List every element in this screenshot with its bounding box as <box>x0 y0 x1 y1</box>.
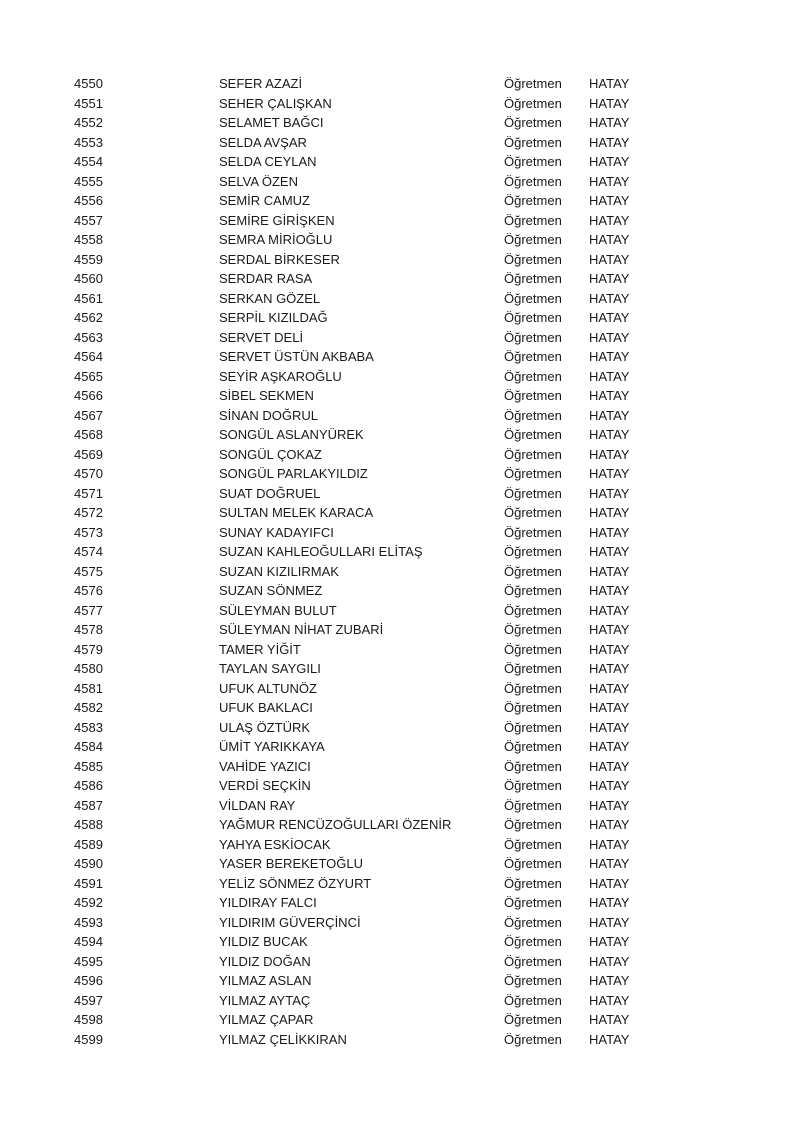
city-name: HATAY <box>589 778 630 793</box>
record-row <box>0 367 800 387</box>
record-number: 4551 <box>74 95 103 111</box>
record-row <box>0 913 800 933</box>
person-name: SEYİR AŞKAROĞLU <box>219 368 342 384</box>
role-title: Öğretmen <box>504 719 562 735</box>
city-name: HATAY <box>589 1031 630 1047</box>
role-title: Öğretmen <box>504 466 562 481</box>
role-title: Öğretmen <box>504 700 562 715</box>
city-name: HATAY <box>589 193 630 208</box>
record-row <box>0 601 800 621</box>
record-number: 4583 <box>74 719 103 735</box>
role-title: Öğretmen <box>504 836 562 852</box>
city-name: HATAY <box>589 115 630 130</box>
role-title: Öğretmen <box>504 368 562 384</box>
city-name: HATAY <box>589 154 630 169</box>
city-name: HATAY <box>589 544 630 559</box>
person-name: VERDİ SEÇKİN <box>219 778 311 793</box>
role-title: Öğretmen <box>504 388 562 403</box>
city-name: HATAY <box>589 719 630 735</box>
person-name: SERVET DELİ <box>219 329 304 345</box>
person-name: YILDIZ BUCAK <box>219 934 308 949</box>
city-name: HATAY <box>589 836 630 852</box>
person-name: SUAT DOĞRUEL <box>219 485 321 501</box>
role-title: Öğretmen <box>504 134 562 150</box>
role-title: Öğretmen <box>504 602 562 618</box>
role-title: Öğretmen <box>504 778 562 793</box>
city-name: HATAY <box>589 641 630 657</box>
city-name: HATAY <box>589 992 630 1008</box>
role-title: Öğretmen <box>504 758 562 774</box>
person-name: SİBEL SEKMEN <box>219 388 314 403</box>
role-title: Öğretmen <box>504 934 562 949</box>
record-row <box>0 932 800 952</box>
city-name: HATAY <box>589 466 630 481</box>
record-number: 4562 <box>74 310 103 325</box>
record-number: 4588 <box>74 817 103 832</box>
city-name: HATAY <box>589 407 630 423</box>
record-row <box>0 74 800 94</box>
city-name: HATAY <box>589 895 630 910</box>
record-row <box>0 659 800 679</box>
record-row <box>0 523 800 543</box>
person-name: VAHİDE YAZICI <box>219 758 311 774</box>
person-name: SELDA AVŞAR <box>219 134 307 150</box>
city-name: HATAY <box>589 329 630 345</box>
person-name: SEFER AZAZİ <box>219 76 303 91</box>
city-name: HATAY <box>589 934 630 949</box>
role-title: Öğretmen <box>504 407 562 423</box>
person-name: SELDA CEYLAN <box>219 154 317 169</box>
record-row <box>0 152 800 172</box>
role-title: Öğretmen <box>504 914 562 930</box>
role-title: Öğretmen <box>504 856 562 871</box>
person-name: SUZAN KAHLEOĞULLARI ELİTAŞ <box>219 544 423 559</box>
city-name: HATAY <box>589 1012 630 1027</box>
person-name: YILMAZ AYTAÇ <box>219 992 311 1008</box>
record-row <box>0 425 800 445</box>
person-name: YILMAZ ÇAPAR <box>219 1012 314 1027</box>
role-title: Öğretmen <box>504 95 562 111</box>
record-number: 4557 <box>74 212 103 228</box>
record-row <box>0 815 800 835</box>
role-title: Öğretmen <box>504 193 562 208</box>
record-row <box>0 991 800 1011</box>
record-number: 4559 <box>74 251 103 267</box>
record-number: 4593 <box>74 914 103 930</box>
city-name: HATAY <box>589 271 630 286</box>
person-name: SUZAN SÖNMEZ <box>219 583 323 598</box>
person-name: SONGÜL ÇOKAZ <box>219 446 322 462</box>
person-name: YILMAZ ASLAN <box>219 973 312 988</box>
record-row <box>0 718 800 738</box>
record-row <box>0 503 800 523</box>
person-name: SONGÜL ASLANYÜREK <box>219 427 364 442</box>
city-name: HATAY <box>589 563 630 579</box>
record-row <box>0 581 800 601</box>
city-name: HATAY <box>589 583 630 598</box>
city-name: HATAY <box>589 76 630 91</box>
record-number: 4580 <box>74 661 103 676</box>
record-number: 4578 <box>74 622 103 637</box>
record-number: 4591 <box>74 875 103 891</box>
role-title: Öğretmen <box>504 583 562 598</box>
city-name: HATAY <box>589 95 630 111</box>
city-name: HATAY <box>589 680 630 696</box>
person-name: SERDAR RASA <box>219 271 313 286</box>
role-title: Öğretmen <box>504 797 562 813</box>
city-name: HATAY <box>589 622 630 637</box>
record-number: 4594 <box>74 934 103 949</box>
city-name: HATAY <box>589 290 630 306</box>
record-row <box>0 874 800 894</box>
role-title: Öğretmen <box>504 524 562 540</box>
city-name: HATAY <box>589 602 630 618</box>
record-row <box>0 269 800 289</box>
city-name: HATAY <box>589 173 630 189</box>
person-name: SUNAY KADAYIFCI <box>219 524 334 540</box>
record-row <box>0 250 800 270</box>
record-row <box>0 445 800 465</box>
city-name: HATAY <box>589 856 630 871</box>
role-title: Öğretmen <box>504 680 562 696</box>
record-number: 4590 <box>74 856 103 871</box>
city-name: HATAY <box>589 953 630 969</box>
city-name: HATAY <box>589 310 630 325</box>
record-row <box>0 289 800 309</box>
role-title: Öğretmen <box>504 661 562 676</box>
record-row <box>0 971 800 991</box>
person-name: YAĞMUR RENCÜZOĞULLARI ÖZENİR <box>219 817 452 832</box>
role-title: Öğretmen <box>504 953 562 969</box>
record-row <box>0 737 800 757</box>
record-row <box>0 230 800 250</box>
record-number: 4599 <box>74 1031 103 1047</box>
role-title: Öğretmen <box>504 251 562 267</box>
record-row <box>0 620 800 640</box>
person-name: SEMİRE GİRİŞKEN <box>219 212 335 228</box>
role-title: Öğretmen <box>504 446 562 462</box>
person-name: TAYLAN SAYGILI <box>219 661 321 676</box>
person-name: SÜLEYMAN NİHAT ZUBARİ <box>219 622 384 637</box>
person-name: YAHYA ESKİOCAK <box>219 836 331 852</box>
record-number: 4589 <box>74 836 103 852</box>
record-row <box>0 406 800 426</box>
record-row <box>0 484 800 504</box>
city-name: HATAY <box>589 427 630 442</box>
person-name: SÜLEYMAN BULUT <box>219 602 337 618</box>
role-title: Öğretmen <box>504 427 562 442</box>
record-number: 4567 <box>74 407 103 423</box>
city-name: HATAY <box>589 817 630 832</box>
role-title: Öğretmen <box>504 1031 562 1047</box>
role-title: Öğretmen <box>504 115 562 130</box>
role-title: Öğretmen <box>504 1012 562 1027</box>
person-name: SULTAN MELEK KARACA <box>219 505 374 520</box>
record-number: 4586 <box>74 778 103 793</box>
role-title: Öğretmen <box>504 875 562 891</box>
person-name: UFUK ALTUNÖZ <box>219 680 317 696</box>
record-number: 4569 <box>74 446 103 462</box>
record-number: 4579 <box>74 641 103 657</box>
role-title: Öğretmen <box>504 641 562 657</box>
record-number: 4552 <box>74 115 103 130</box>
record-row <box>0 679 800 699</box>
role-title: Öğretmen <box>504 973 562 988</box>
city-name: HATAY <box>589 349 630 364</box>
record-number: 4587 <box>74 797 103 813</box>
person-name: VİLDAN RAY <box>219 797 296 813</box>
record-row <box>0 347 800 367</box>
record-number: 4585 <box>74 758 103 774</box>
record-row <box>0 1010 800 1030</box>
city-name: HATAY <box>589 505 630 520</box>
role-title: Öğretmen <box>504 329 562 345</box>
person-name: SELVA ÖZEN <box>219 173 298 189</box>
role-title: Öğretmen <box>504 310 562 325</box>
city-name: HATAY <box>589 661 630 676</box>
city-name: HATAY <box>589 212 630 228</box>
person-name: YASER BEREKETOĞLU <box>219 856 364 871</box>
record-row <box>0 328 800 348</box>
person-name: ULAŞ ÖZTÜRK <box>219 719 311 735</box>
record-number: 4575 <box>74 563 103 579</box>
person-name: SEHER ÇALIŞKAN <box>219 95 332 111</box>
record-number: 4597 <box>74 992 103 1008</box>
role-title: Öğretmen <box>504 76 562 91</box>
record-number: 4564 <box>74 349 103 364</box>
role-title: Öğretmen <box>504 290 562 306</box>
record-number: 4577 <box>74 602 103 618</box>
record-number: 4568 <box>74 427 103 442</box>
record-number: 4563 <box>74 329 103 345</box>
person-name: UFUK BAKLACI <box>219 700 313 715</box>
city-name: HATAY <box>589 914 630 930</box>
person-name: SERKAN GÖZEL <box>219 290 321 306</box>
record-number: 4574 <box>74 544 103 559</box>
city-name: HATAY <box>589 739 630 754</box>
record-row <box>0 133 800 153</box>
record-number: 4576 <box>74 583 103 598</box>
role-title: Öğretmen <box>504 544 562 559</box>
record-number: 4554 <box>74 154 103 169</box>
city-name: HATAY <box>589 973 630 988</box>
record-number: 4553 <box>74 134 103 150</box>
record-row <box>0 113 800 133</box>
city-name: HATAY <box>589 388 630 403</box>
record-number: 4584 <box>74 739 103 754</box>
role-title: Öğretmen <box>504 563 562 579</box>
city-name: HATAY <box>589 758 630 774</box>
role-title: Öğretmen <box>504 232 562 247</box>
person-name: SERPİL KIZILDAĞ <box>219 310 328 325</box>
record-number: 4566 <box>74 388 103 403</box>
role-title: Öğretmen <box>504 154 562 169</box>
record-row <box>0 640 800 660</box>
record-number: 4561 <box>74 290 103 306</box>
record-row <box>0 796 800 816</box>
record-number: 4570 <box>74 466 103 481</box>
person-name: SEMRA MİRİOĞLU <box>219 232 333 247</box>
record-row <box>0 464 800 484</box>
record-row <box>0 562 800 582</box>
city-name: HATAY <box>589 875 630 891</box>
role-title: Öğretmen <box>504 817 562 832</box>
role-title: Öğretmen <box>504 895 562 910</box>
record-row <box>0 172 800 192</box>
record-number: 4573 <box>74 524 103 540</box>
city-name: HATAY <box>589 446 630 462</box>
record-number: 4550 <box>74 76 103 91</box>
role-title: Öğretmen <box>504 271 562 286</box>
record-number: 4556 <box>74 193 103 208</box>
city-name: HATAY <box>589 368 630 384</box>
role-title: Öğretmen <box>504 173 562 189</box>
person-name: YILDIRAY FALCI <box>219 895 317 910</box>
record-row <box>0 211 800 231</box>
person-name: SUZAN KIZILIRMAK <box>219 563 339 579</box>
person-name: YILDIRIM GÜVERÇİNCİ <box>219 914 361 930</box>
record-row <box>0 757 800 777</box>
city-name: HATAY <box>589 485 630 501</box>
person-name: YILMAZ ÇELİKKIRAN <box>219 1031 347 1047</box>
record-row <box>0 94 800 114</box>
person-name: SERVET ÜSTÜN AKBABA <box>219 349 374 364</box>
record-number: 4572 <box>74 505 103 520</box>
person-name: SEMİR CAMUZ <box>219 193 310 208</box>
person-name: TAMER YİĞİT <box>219 641 301 657</box>
city-name: HATAY <box>589 232 630 247</box>
person-name: ÜMİT YARIKKAYA <box>219 739 325 754</box>
record-number: 4560 <box>74 271 103 286</box>
role-title: Öğretmen <box>504 349 562 364</box>
record-number: 4565 <box>74 368 103 384</box>
city-name: HATAY <box>589 134 630 150</box>
record-number: 4598 <box>74 1012 103 1027</box>
city-name: HATAY <box>589 524 630 540</box>
record-row <box>0 698 800 718</box>
record-number: 4582 <box>74 700 103 715</box>
city-name: HATAY <box>589 797 630 813</box>
record-number: 4571 <box>74 485 103 501</box>
role-title: Öğretmen <box>504 739 562 754</box>
record-row <box>0 952 800 972</box>
person-name: YELİZ SÖNMEZ ÖZYURT <box>219 875 372 891</box>
record-row <box>0 854 800 874</box>
record-row <box>0 191 800 211</box>
role-title: Öğretmen <box>504 505 562 520</box>
record-number: 4558 <box>74 232 103 247</box>
role-title: Öğretmen <box>504 992 562 1008</box>
role-title: Öğretmen <box>504 212 562 228</box>
record-row <box>0 776 800 796</box>
record-row <box>0 893 800 913</box>
record-row <box>0 542 800 562</box>
person-name: SİNAN DOĞRUL <box>219 407 318 423</box>
person-name: YILDIZ DOĞAN <box>219 953 311 969</box>
record-list <box>0 74 800 1049</box>
record-row <box>0 1030 800 1050</box>
city-name: HATAY <box>589 700 630 715</box>
person-name: SONGÜL PARLAKYILDIZ <box>219 466 368 481</box>
city-name: HATAY <box>589 251 630 267</box>
record-row <box>0 386 800 406</box>
record-number: 4595 <box>74 953 103 969</box>
record-number: 4596 <box>74 973 103 988</box>
record-number: 4581 <box>74 680 103 696</box>
role-title: Öğretmen <box>504 622 562 637</box>
role-title: Öğretmen <box>504 485 562 501</box>
person-name: SELAMET BAĞCI <box>219 115 324 130</box>
person-name: SERDAL BİRKESER <box>219 251 340 267</box>
record-number: 4555 <box>74 173 103 189</box>
record-number: 4592 <box>74 895 103 910</box>
record-row <box>0 308 800 328</box>
record-row <box>0 835 800 855</box>
